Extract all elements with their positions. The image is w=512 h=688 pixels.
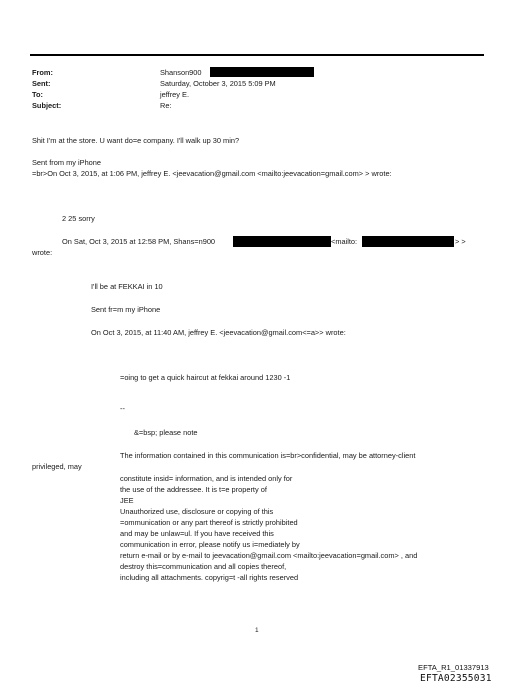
body-line: Sent from my iPhone bbox=[32, 158, 102, 167]
body-line: The information contained in this communication is=br>confidential, may be attorney-client bbox=[120, 451, 416, 460]
body-line: Unauthorized use, disclosure or copying of this bbox=[120, 507, 274, 516]
body-line: 2 25 sorry bbox=[62, 214, 95, 223]
body-line: On Sat, Oct 3, 2015 at 12:58 PM, Shans=n900 bbox=[62, 237, 216, 246]
to-label: To: bbox=[32, 90, 43, 99]
to-value: jeffrey E. bbox=[160, 90, 190, 99]
redaction-from bbox=[210, 67, 314, 77]
subject-label: Subject: bbox=[32, 101, 62, 110]
body-line: privileged, may bbox=[32, 462, 82, 471]
sent-label: Sent: bbox=[32, 79, 51, 88]
body-line: communication in error, please notify us i=mediately by bbox=[120, 540, 300, 549]
header-rule bbox=[30, 54, 484, 56]
body-line: Sent fr=m my iPhone bbox=[91, 305, 161, 314]
from-label: From: bbox=[32, 68, 53, 77]
body-line: including all attachments. copyrig=t -all rights reserved bbox=[120, 573, 299, 582]
body-line: &=bsp; please note bbox=[134, 428, 198, 437]
body-line: wrote: bbox=[32, 248, 53, 257]
bates-number-secondary: EFTA02355031 bbox=[420, 673, 492, 684]
body-line: > > bbox=[455, 237, 466, 246]
body-line: =oing to get a quick haircut at fekkai around 1230 -1 bbox=[120, 373, 291, 382]
body-line: Shit I'm at the store. U want do=e company. I'll walk up 30 min? bbox=[32, 136, 240, 145]
body-line: the use of the addressee. It is t=e property of bbox=[120, 485, 267, 494]
redaction-email bbox=[362, 236, 454, 247]
body-line: On Oct 3, 2015, at 11:40 AM, jeffrey E. <jeevacation@gmail.com<=a>> wrote: bbox=[91, 328, 346, 337]
subject-value: Re: bbox=[160, 101, 172, 110]
body-line: and may be unlaw=ul. If you have received this bbox=[120, 529, 274, 538]
body-line: <mailto: bbox=[331, 237, 358, 246]
body-line: constitute insid= information, and is intended only for bbox=[120, 474, 293, 483]
redaction-name bbox=[233, 236, 331, 247]
body-line: destroy this=communication and all copies thereof, bbox=[120, 562, 287, 571]
bates-number-primary: EFTA_R1_01337913 bbox=[418, 663, 489, 672]
body-line: -- bbox=[120, 404, 125, 413]
page-number: 1 bbox=[255, 627, 259, 634]
body-line: JEE bbox=[120, 496, 134, 505]
body-line: =ommunication or any part thereof is strictly prohibited bbox=[120, 518, 298, 527]
from-value: Shanson900 bbox=[160, 68, 202, 77]
sent-value: Saturday, October 3, 2015 5:09 PM bbox=[160, 79, 276, 88]
body-line: I'll be at FEKKAI in 10 bbox=[91, 282, 163, 291]
body-line: =br>On Oct 3, 2015, at 1:06 PM, jeffrey E. <jeevacation@gmail.com <mailto:jeevacation=gmail.com> > wrote: bbox=[32, 169, 392, 178]
body-line: return e-mail or by e-mail to jeevacation@gmail.com <mailto:jeevacation=gmail.com> , and bbox=[120, 551, 418, 560]
